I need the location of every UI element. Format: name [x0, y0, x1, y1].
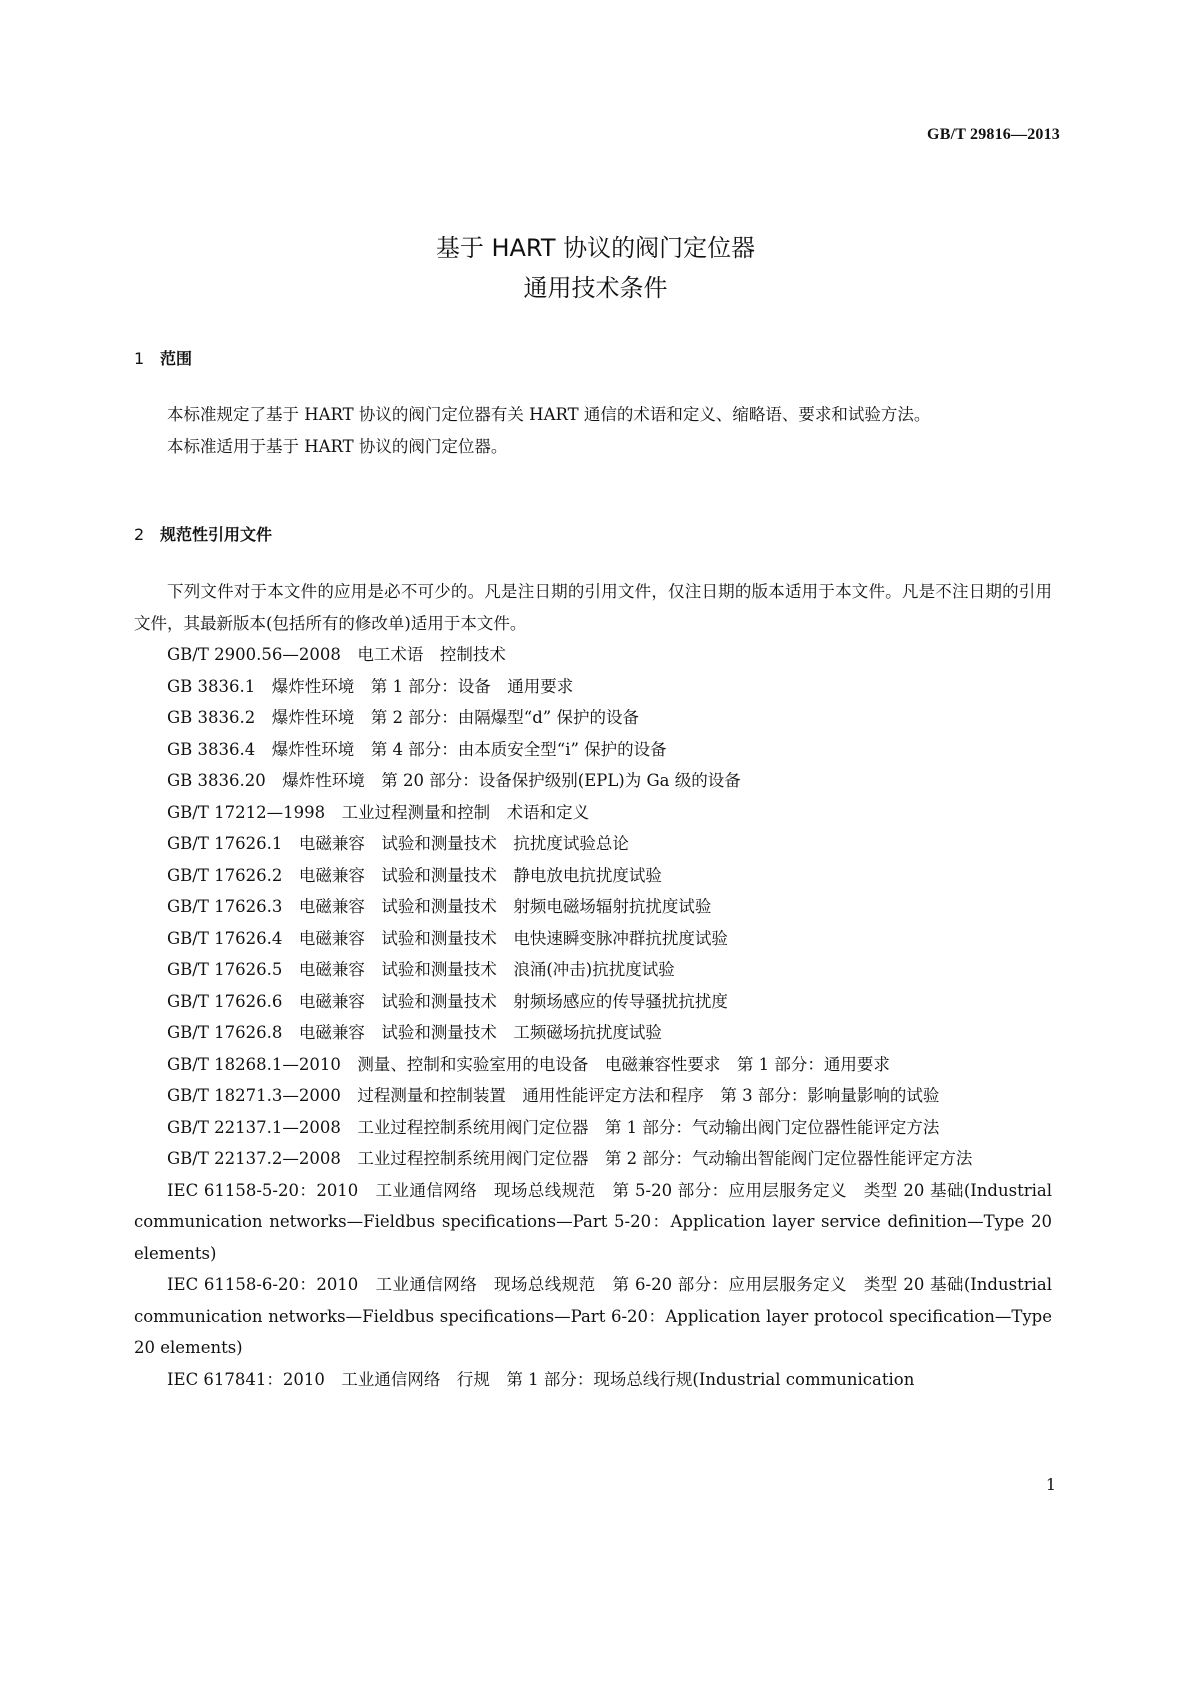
reference-item: GB 3836.20 爆炸性环境 第 20 部分：设备保护级别(EPL)为 Ga 级的设备 — [167, 771, 741, 790]
reference-item: GB/T 17626.4 电磁兼容 试验和测量技术 电快速瞬变脉冲群抗扰度试验 — [167, 928, 728, 948]
section-2-number: 2 — [134, 525, 145, 544]
section-1-body — [134, 399, 1052, 462]
section-2-title: 规范性引用文件 — [160, 525, 273, 544]
reference-item: GB/T 18268.1—2010 测量、控制和实验室用的电设备 电磁兼容性要求 第 1 部分：通用要求 — [167, 1054, 890, 1074]
reference-item: GB/T 22137.1—2008 工业过程控制系统用阀门定位器 第 1 部分：气动输出阀门定位器性能评定方法 — [167, 1117, 940, 1137]
standard-number: GB/T 29816—2013 — [927, 126, 1060, 143]
section-2-heading — [134, 522, 272, 545]
reference-item: GB/T 2900.56—2008 电工术语 控制技术 — [167, 645, 506, 664]
section-1-number: 1 — [134, 349, 145, 368]
reference-item: GB/T 17626.8 电磁兼容 试验和测量技术 工频磁场抗扰度试验 — [167, 1023, 662, 1042]
title-line-1: 基于 HART 协议的阀门定位器 — [435, 234, 756, 262]
reference-item: GB/T 17212—1998 工业过程测量和控制 术语和定义 — [167, 802, 590, 822]
section-1-paragraph: 本标准规定了基于 HART 协议的阀门定位器有关 HART 通信的术语和定义、缩略语、要求和试验方法。 — [167, 405, 931, 424]
reference-item: GB/T 17626.2 电磁兼容 试验和测量技术 静电放电抗扰度试验 — [167, 865, 662, 885]
reference-item: GB/T 17626.3 电磁兼容 试验和测量技术 射频电磁场辐射抗扰度试验 — [167, 897, 712, 916]
reference-item: GB 3836.2 爆炸性环境 第 2 部分：由隔爆型“d” 保护的设备 — [167, 708, 639, 727]
section-1-heading — [134, 346, 192, 369]
section-1-title: 范围 — [160, 349, 193, 368]
page-number: 1 — [1045, 1475, 1056, 1494]
reference-item: GB/T 18271.3—2000 过程测量和控制装置 通用性能评定方法和程序 第 3 部分：影响量影响的试验 — [167, 1086, 940, 1105]
reference-item: GB/T 17626.1 电磁兼容 试验和测量技术 抗扰度试验总论 — [167, 834, 629, 853]
reference-item: GB/T 22137.2—2008 工业过程控制系统用阀门定位器 第 2 部分：气动输出智能阀门定位器性能评定方法 — [167, 1149, 973, 1168]
reference-item: GB/T 17626.5 电磁兼容 试验和测量技术 浪涌(冲击)抗扰度试验 — [167, 960, 675, 979]
section-1-paragraph: 本标准适用于基于 HART 协议的阀门定位器。 — [167, 436, 508, 456]
section-2-body — [134, 576, 1052, 1395]
reference-item: IEC 61158-5-20：2010 工业通信网络 现场总线规范 第 5-20 部分：应用层服务定义 类型 20 基础(Industrial communication networks—Fieldbus specifications—Part 5-20：Application layer service definition—Type 20 elements) — [134, 1180, 1052, 1263]
reference-item: GB/T 17626.6 电磁兼容 试验和测量技术 射频场感应的传导骚扰抗扰度 — [167, 991, 728, 1011]
document-title — [0, 228, 1191, 308]
section-2-intro: 下列文件对于本文件的应用是必不可少的。凡是注日期的引用文件，仅注日期的版本适用于本文件。凡是不注日期的引用文件，其最新版本(包括所有的修改单)适用于本文件。 — [134, 582, 1052, 633]
reference-item: GB 3836.4 爆炸性环境 第 4 部分：由本质安全型“i” 保护的设备 — [167, 739, 667, 759]
reference-item: GB 3836.1 爆炸性环境 第 1 部分：设备 通用要求 — [167, 676, 574, 696]
reference-item: IEC 617841：2010 工业通信网络 行规 第 1 部分：现场总线行规(Industrial communication — [167, 1369, 915, 1389]
reference-item: IEC 61158-6-20：2010 工业通信网络 现场总线规范 第 6-20 部分：应用层服务定义 类型 20 基础(Industrial communication networks—Fieldbus specifications—Part 6-20：Application layer protocol specification—Type 20 elements) — [134, 1275, 1052, 1357]
title-line-2: 通用技术条件 — [523, 274, 668, 302]
